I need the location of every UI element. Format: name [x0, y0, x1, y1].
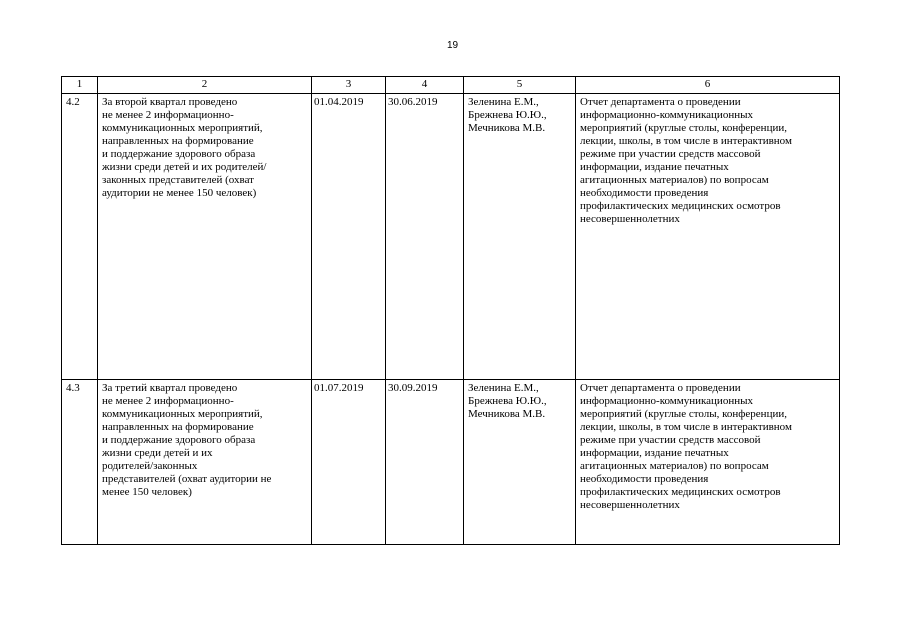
row-start-date: 01.04.2019: [312, 94, 386, 380]
table-header: [62, 77, 840, 94]
row-description: За третий квартал проведено не менее 2 информационно- коммуникационных мероприятий, направленных на формирование и поддержание здорового образа жизни среди детей и их родителей/законных представителей (охват аудитории не менее 150 человек): [98, 380, 312, 545]
header-col-6: 6: [576, 77, 840, 94]
row-description: За второй квартал проведено не менее 2 информационно- коммуникационных мероприятий, направленных на формирование и поддержание здорового образа жизни среди детей и их родителей/ законных представителей (охват аудитории не менее 150 человек): [98, 94, 312, 380]
row-start-date: 01.07.2019: [312, 380, 386, 545]
row-number: 4.3: [62, 380, 98, 545]
header-col-2: 2: [98, 77, 312, 94]
row-report: Отчет департамента о проведении информационно-коммуникационных мероприятий (круглые столы, конференции, лекции, школы, в том числе в интерактивном режиме при участии средств массовой информации, издание печатных агитационных материалов) по вопросам необходимости проведения профилактических медицинских осмотров несовершеннолетних: [576, 94, 840, 380]
row-end-date: 30.09.2019: [386, 380, 464, 545]
header-row: [62, 77, 840, 94]
table-body: [62, 94, 840, 545]
row-responsible: Зеленина Е.М., Брежнева Ю.Ю., Мечникова М.В.: [464, 94, 576, 380]
header-col-1: 1: [62, 77, 98, 94]
table-row: [62, 94, 840, 380]
page-number: 19: [446, 40, 459, 51]
header-col-4: 4: [386, 77, 464, 94]
row-report: Отчет департамента о проведении информационно-коммуникационных мероприятий (круглые столы, конференции, лекции, школы, в том числе в интерактивном режиме при участии средств массовой информации, издание печатных агитационных материалов) по вопросам необходимости проведения профилактических медицинских осмотров несовершеннолетних: [576, 380, 840, 545]
header-col-3: 3: [312, 77, 386, 94]
row-end-date: 30.06.2019: [386, 94, 464, 380]
header-col-5: 5: [464, 77, 576, 94]
row-number: 4.2: [62, 94, 98, 380]
table-row: [62, 380, 840, 545]
plan-table: [61, 76, 840, 545]
row-responsible: Зеленина Е.М., Брежнева Ю.Ю., Мечникова М.В.: [464, 380, 576, 545]
